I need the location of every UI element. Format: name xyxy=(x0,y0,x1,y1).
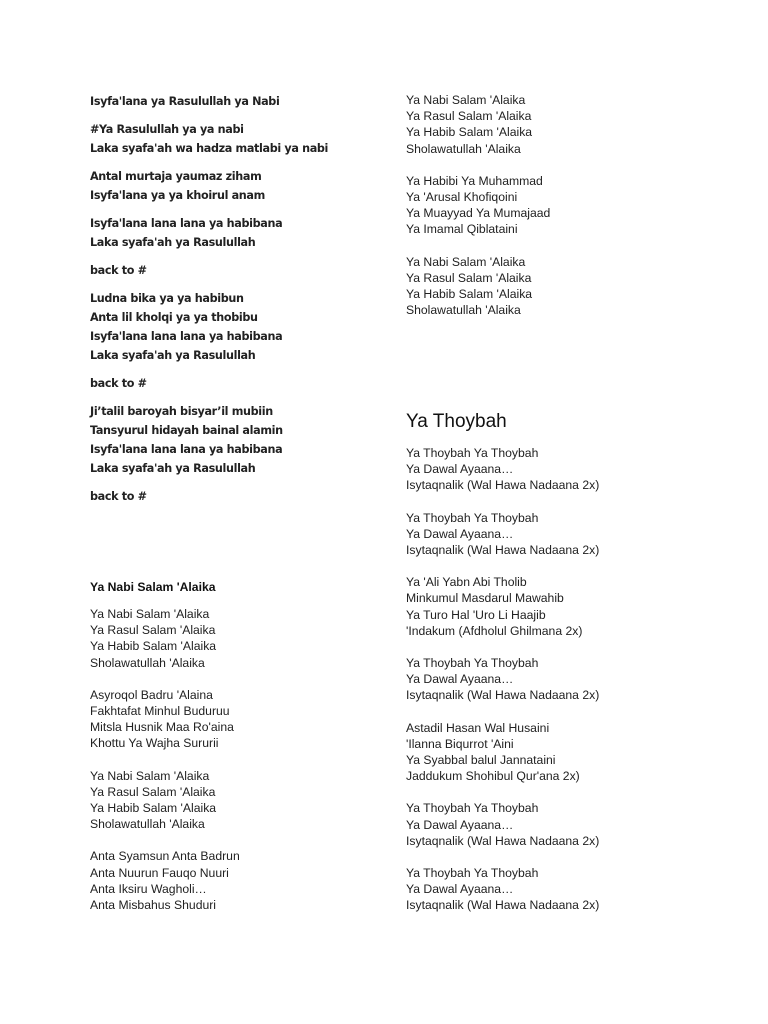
lyric-line: Anta Nuurun Fauqo Nuuri xyxy=(90,865,229,880)
lyric-line: Ya Habib Salam 'Alaika xyxy=(90,801,217,816)
lyric-paragraph xyxy=(406,173,726,238)
lyrics-top-section xyxy=(406,92,726,318)
lyric-line: Ya Muayyad Ya Mumajaad xyxy=(406,206,551,221)
lyric-paragraph xyxy=(406,92,726,157)
lyric-paragraph xyxy=(90,402,390,478)
lyric-line: Anta lil kholqi ya ya thobibu xyxy=(90,311,258,324)
lyric-line: Ya Nabi Salam 'Alaika xyxy=(406,93,526,107)
lyric-paragraph xyxy=(90,848,240,913)
lyric-paragraph xyxy=(406,510,599,559)
lyric-line: Isyfa'lana ya Rasulullah ya Nabi xyxy=(90,95,280,108)
lyric-line: Ya Habib Salam 'Alaika xyxy=(406,125,533,140)
lyric-line: Sholawatullah 'Alaika xyxy=(90,655,205,670)
lyric-line: Isyfa'lana lana lana ya habibana xyxy=(90,217,283,230)
lyric-line: Jaddukum Shohibul Qur'ana 2x) xyxy=(406,769,580,784)
lyric-paragraph xyxy=(406,800,599,849)
lyric-line: Isytaqnalik (Wal Hawa Nadaana 2x) xyxy=(406,833,600,848)
lyric-paragraph xyxy=(90,92,390,111)
lyric-paragraph xyxy=(90,687,240,752)
lyric-line: Ya 'Ali Yabn Abi Tholib xyxy=(406,575,527,590)
lyric-line: Antal murtaja yaumaz ziham xyxy=(90,170,262,183)
lyric-line: Ya Imamal Qiblataini xyxy=(406,222,518,237)
lyric-line: Ya Nabi Salam 'Alaika xyxy=(406,254,526,269)
lyric-paragraph xyxy=(90,214,390,252)
lyric-line: Ya Dawal Ayaana… xyxy=(406,462,514,477)
lyric-line: Isyfa'lana lana lana ya habibana xyxy=(90,330,283,343)
lyric-line: Isyfa'lana lana lana ya habibana xyxy=(90,443,283,456)
lyric-line: Isytaqnalik (Wal Hawa Nadaana 2x) xyxy=(406,898,600,913)
section-title: Ya Nabi Salam 'Alaika xyxy=(90,580,216,594)
lyric-line: Anta Misbahus Shuduri xyxy=(90,898,217,913)
lyric-line: Ya Thoybah Ya Thoybah xyxy=(406,801,539,816)
lyric-line: Ludna bika ya ya habibun xyxy=(90,292,244,305)
lyric-line: Ya 'Arusal Khofiqoini xyxy=(406,190,518,205)
lyric-line: back to # xyxy=(90,264,147,277)
lyric-line: #Ya Rasulullah ya ya nabi xyxy=(90,123,244,136)
lyrics-arial-section xyxy=(90,606,240,913)
lyric-paragraph xyxy=(406,574,599,639)
lyric-line: Astadil Hasan Wal Husaini xyxy=(406,720,550,735)
lyric-line: Ya Dawal Ayaana… xyxy=(406,882,514,897)
lyric-line: Laka syafa'ah ya Rasulullah xyxy=(90,236,256,249)
lyric-line: Laka syafa'ah wa hadza matlabi ya nabi xyxy=(90,142,329,155)
lyric-line: Isytaqnalik (Wal Hawa Nadaana 2x) xyxy=(406,478,600,493)
lyric-paragraph xyxy=(90,768,240,833)
back-to-chorus xyxy=(90,374,390,393)
lyric-line: Ya Dawal Ayaana… xyxy=(406,526,514,541)
lyric-paragraph xyxy=(90,120,390,158)
lyric-line: Isyfa'lana ya ya khoirul anam xyxy=(90,189,265,202)
lyric-line: Fakhtafat Minhul Buduruu xyxy=(90,704,230,719)
back-to-chorus xyxy=(90,261,390,280)
lyric-paragraph xyxy=(406,720,599,785)
lyric-paragraph xyxy=(406,445,599,494)
lyric-line: Isytaqnalik (Wal Hawa Nadaana 2x) xyxy=(406,543,600,558)
lyric-line: Sholawatullah 'Alaika xyxy=(406,303,521,318)
lyric-paragraph xyxy=(406,254,726,319)
left-column xyxy=(90,92,390,913)
lyric-paragraph xyxy=(406,655,599,704)
lyric-line: Ya Rasul Salam 'Alaika xyxy=(90,784,216,799)
lyric-line: Ya Thoybah Ya Thoybah xyxy=(406,866,539,881)
lyric-line: Ya Habibi Ya Muhammad xyxy=(406,173,543,188)
lyric-line: Isytaqnalik (Wal Hawa Nadaana 2x) xyxy=(406,688,600,703)
back-to-chorus xyxy=(90,487,390,506)
lyrics-bottom-section xyxy=(406,445,599,914)
lyric-line: Minkumul Masdarul Mawahib xyxy=(406,591,564,606)
lyric-line: Ya Rasul Salam 'Alaika xyxy=(406,109,532,124)
right-column xyxy=(406,92,726,913)
section-title: Ya Thoybah xyxy=(406,411,507,432)
lyric-line: back to # xyxy=(90,490,147,503)
lyric-paragraph xyxy=(90,289,390,365)
lyric-line: Laka syafa'ah ya Rasulullah xyxy=(90,462,256,475)
lyric-line: Anta Iksiru Wagholi… xyxy=(90,881,207,896)
lyric-line: 'Indakum (Afdholul Ghilmana 2x) xyxy=(406,623,583,638)
lyrics-calibri-section xyxy=(90,92,390,506)
lyric-line: Ya Nabi Salam 'Alaika xyxy=(90,607,210,621)
lyric-line: Sholawatullah 'Alaika xyxy=(90,817,205,832)
lyric-line: Ya Thoybah Ya Thoybah xyxy=(406,656,539,671)
lyric-line: back to # xyxy=(90,377,147,390)
lyric-line: Khottu Ya Wajha Sururii xyxy=(90,736,219,751)
lyric-paragraph xyxy=(90,606,240,671)
lyric-line: Ya Dawal Ayaana… xyxy=(406,817,514,832)
lyric-paragraph xyxy=(90,167,390,205)
lyric-line: Ya Syabbal balul Jannataini xyxy=(406,753,556,768)
lyric-line: Ya Habib Salam 'Alaika xyxy=(90,639,217,654)
lyric-paragraph xyxy=(406,865,599,914)
lyric-line: Ya Rasul Salam 'Alaika xyxy=(406,270,532,285)
lyric-line: Mitsla Husnik Maa Ro'aina xyxy=(90,720,234,735)
lyric-line: Asyroqol Badru 'Alaina xyxy=(90,687,213,702)
lyric-line: Ya Habib Salam 'Alaika xyxy=(406,287,533,302)
lyric-line: 'Ilanna Biqurrot 'Aini xyxy=(406,736,514,751)
lyric-line: Laka syafa'ah ya Rasulullah xyxy=(90,349,256,362)
lyric-line: Anta Syamsun Anta Badrun xyxy=(90,849,240,864)
lyric-line: Ji’talil baroyah bisyar’il mubiin xyxy=(90,405,273,418)
lyric-line: Tansyurul hidayah bainal alamin xyxy=(90,424,283,437)
lyric-line: Ya Thoybah Ya Thoybah xyxy=(406,446,539,460)
lyric-line: Ya Nabi Salam 'Alaika xyxy=(90,768,210,783)
lyric-line: Sholawatullah 'Alaika xyxy=(406,141,521,156)
lyric-line: Ya Turo Hal 'Uro Li Haajib xyxy=(406,607,546,622)
lyric-line: Ya Rasul Salam 'Alaika xyxy=(90,623,216,638)
lyric-line: Ya Thoybah Ya Thoybah xyxy=(406,510,539,525)
lyric-line: Ya Dawal Ayaana… xyxy=(406,672,514,687)
